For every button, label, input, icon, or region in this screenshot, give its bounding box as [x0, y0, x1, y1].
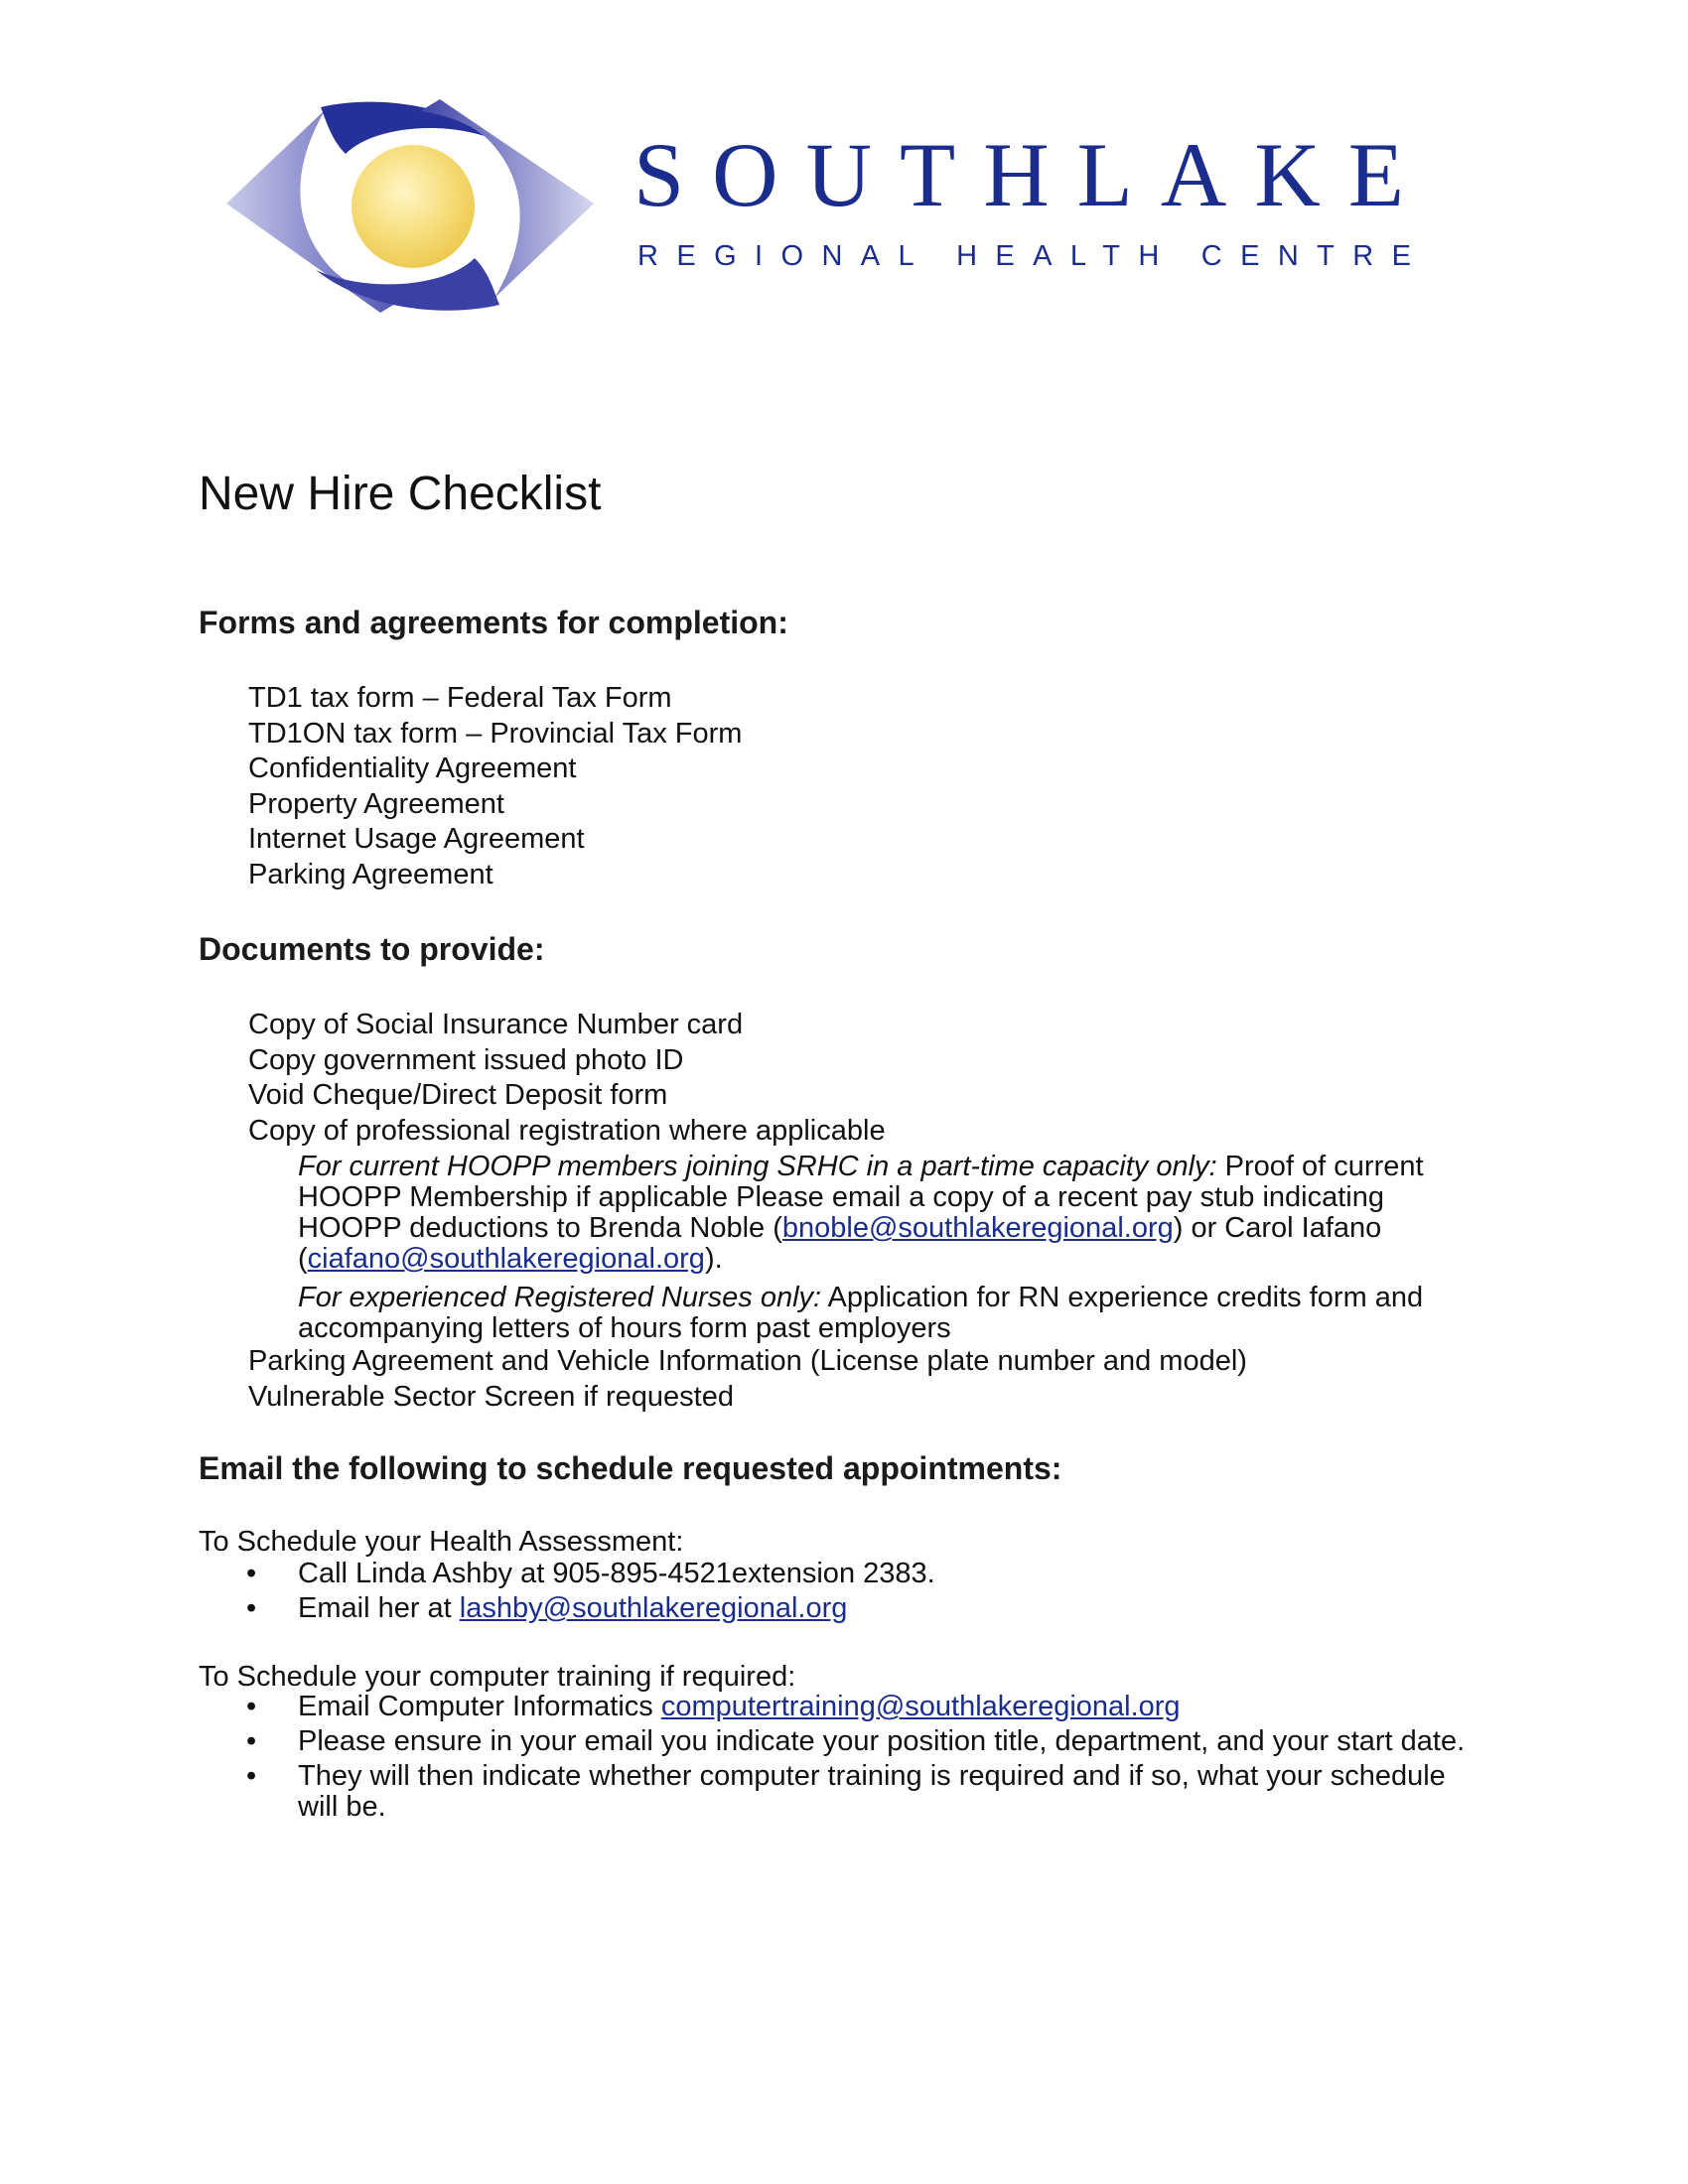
- hoopp-qualifier: For current HOOPP members joining SRHC in a part-time capacity only:: [298, 1151, 1217, 1182]
- bullet-icon: •: [246, 1691, 257, 1722]
- rn-text: Application for RN experience credits form and accompanying letters of hours form past employers: [298, 1282, 1424, 1344]
- logo-wordmark: [633, 124, 1432, 288]
- list-item: TD1 tax form – Federal Tax Form: [248, 682, 672, 714]
- list-item: Parking Agreement: [248, 858, 493, 890]
- health-intro: To Schedule your Health Assessment:: [199, 1526, 684, 1558]
- rn-qualifier: For experienced Registered Nurses only:: [298, 1282, 822, 1313]
- southlake-logo-icon: [226, 99, 594, 313]
- hoopp-text: Proof of current HOOPP Membership if applicable Please email a copy of a recent pay stub indicating HOOPP deductions to Brenda Noble (: [298, 1151, 1424, 1244]
- list-item: [199, 1761, 1489, 1823]
- logo-subtitle-word: CENTRE: [1200, 240, 1430, 272]
- computer-then: They will then indicate whether computer training is required and if so, what your schedule will be.: [298, 1760, 1446, 1823]
- email-link-lashby[interactable]: lashby@southlakeregional.org: [459, 1592, 848, 1624]
- email-link-ciafano[interactable]: ciafano@southlakeregional.org: [307, 1243, 705, 1275]
- computer-ensure: Please ensure in your email you indicate your position title, department, and your start date.: [298, 1725, 1466, 1757]
- computer-email-prefix: Email Computer Informatics: [298, 1691, 661, 1722]
- list-item: [199, 1692, 1489, 1722]
- rn-paragraph: [298, 1283, 1470, 1344]
- page-title: New Hire Checklist: [199, 468, 602, 520]
- hoopp-text: ) or Carol Iafano (: [298, 1212, 1382, 1275]
- list-item: Internet Usage Agreement: [248, 823, 585, 855]
- list-item: Copy of professional registration where applicable: [248, 1114, 886, 1147]
- forms-heading: Forms and agreements for completion:: [199, 605, 788, 640]
- list-item: Parking Agreement and Vehicle Information (License plate number and model): [248, 1345, 1247, 1377]
- list-item: Vulnerable Sector Screen if requested: [248, 1380, 734, 1413]
- documents-list-continued: [248, 1344, 1247, 1415]
- health-email-prefix: Email her at: [298, 1592, 460, 1624]
- list-item: Property Agreement: [248, 787, 504, 820]
- list-item: Void Cheque/Direct Deposit form: [248, 1079, 668, 1111]
- hoopp-text: ).: [704, 1243, 723, 1275]
- hoopp-paragraph: [298, 1152, 1470, 1275]
- conditional-requirements: [298, 1152, 1470, 1344]
- bullet-icon: •: [246, 1760, 257, 1792]
- documents-heading: Documents to provide:: [199, 931, 545, 967]
- computer-bullets: [199, 1692, 1489, 1827]
- logo-subtitle: [637, 240, 1429, 272]
- list-item: TD1ON tax form – Provincial Tax Form: [248, 717, 743, 750]
- logo-subtitle-word: HEALTH: [956, 240, 1178, 272]
- documents-list: [248, 1008, 886, 1149]
- southlake-logo: [226, 99, 1432, 313]
- list-item: [199, 1559, 1489, 1589]
- logo-subtitle-word: REGIONAL: [637, 240, 933, 272]
- email-link-bnoble[interactable]: bnoble@southlakeregional.org: [781, 1212, 1174, 1244]
- health-bullets: [199, 1559, 1489, 1628]
- list-item: Copy government issued photo ID: [248, 1043, 684, 1076]
- list-item: Copy of Social Insurance Number card: [248, 1009, 744, 1040]
- email-link-computertraining[interactable]: computertraining@southlakeregional.org: [660, 1691, 1181, 1722]
- bullet-icon: •: [246, 1592, 257, 1624]
- list-item: Confidentiality Agreement: [248, 752, 577, 784]
- forms-list: [248, 681, 742, 892]
- appointments-heading: Email the following to schedule requested appointments:: [199, 1450, 1062, 1486]
- list-item: [199, 1726, 1489, 1757]
- computer-intro: To Schedule your computer training if required:: [199, 1661, 796, 1693]
- list-item: [199, 1593, 1489, 1624]
- logo-name: SOUTHLAKE: [633, 124, 1432, 225]
- health-call: Call Linda Ashby at 905-895-4521extension 2383.: [298, 1558, 935, 1589]
- bullet-icon: •: [246, 1725, 257, 1757]
- bullet-icon: •: [246, 1558, 257, 1589]
